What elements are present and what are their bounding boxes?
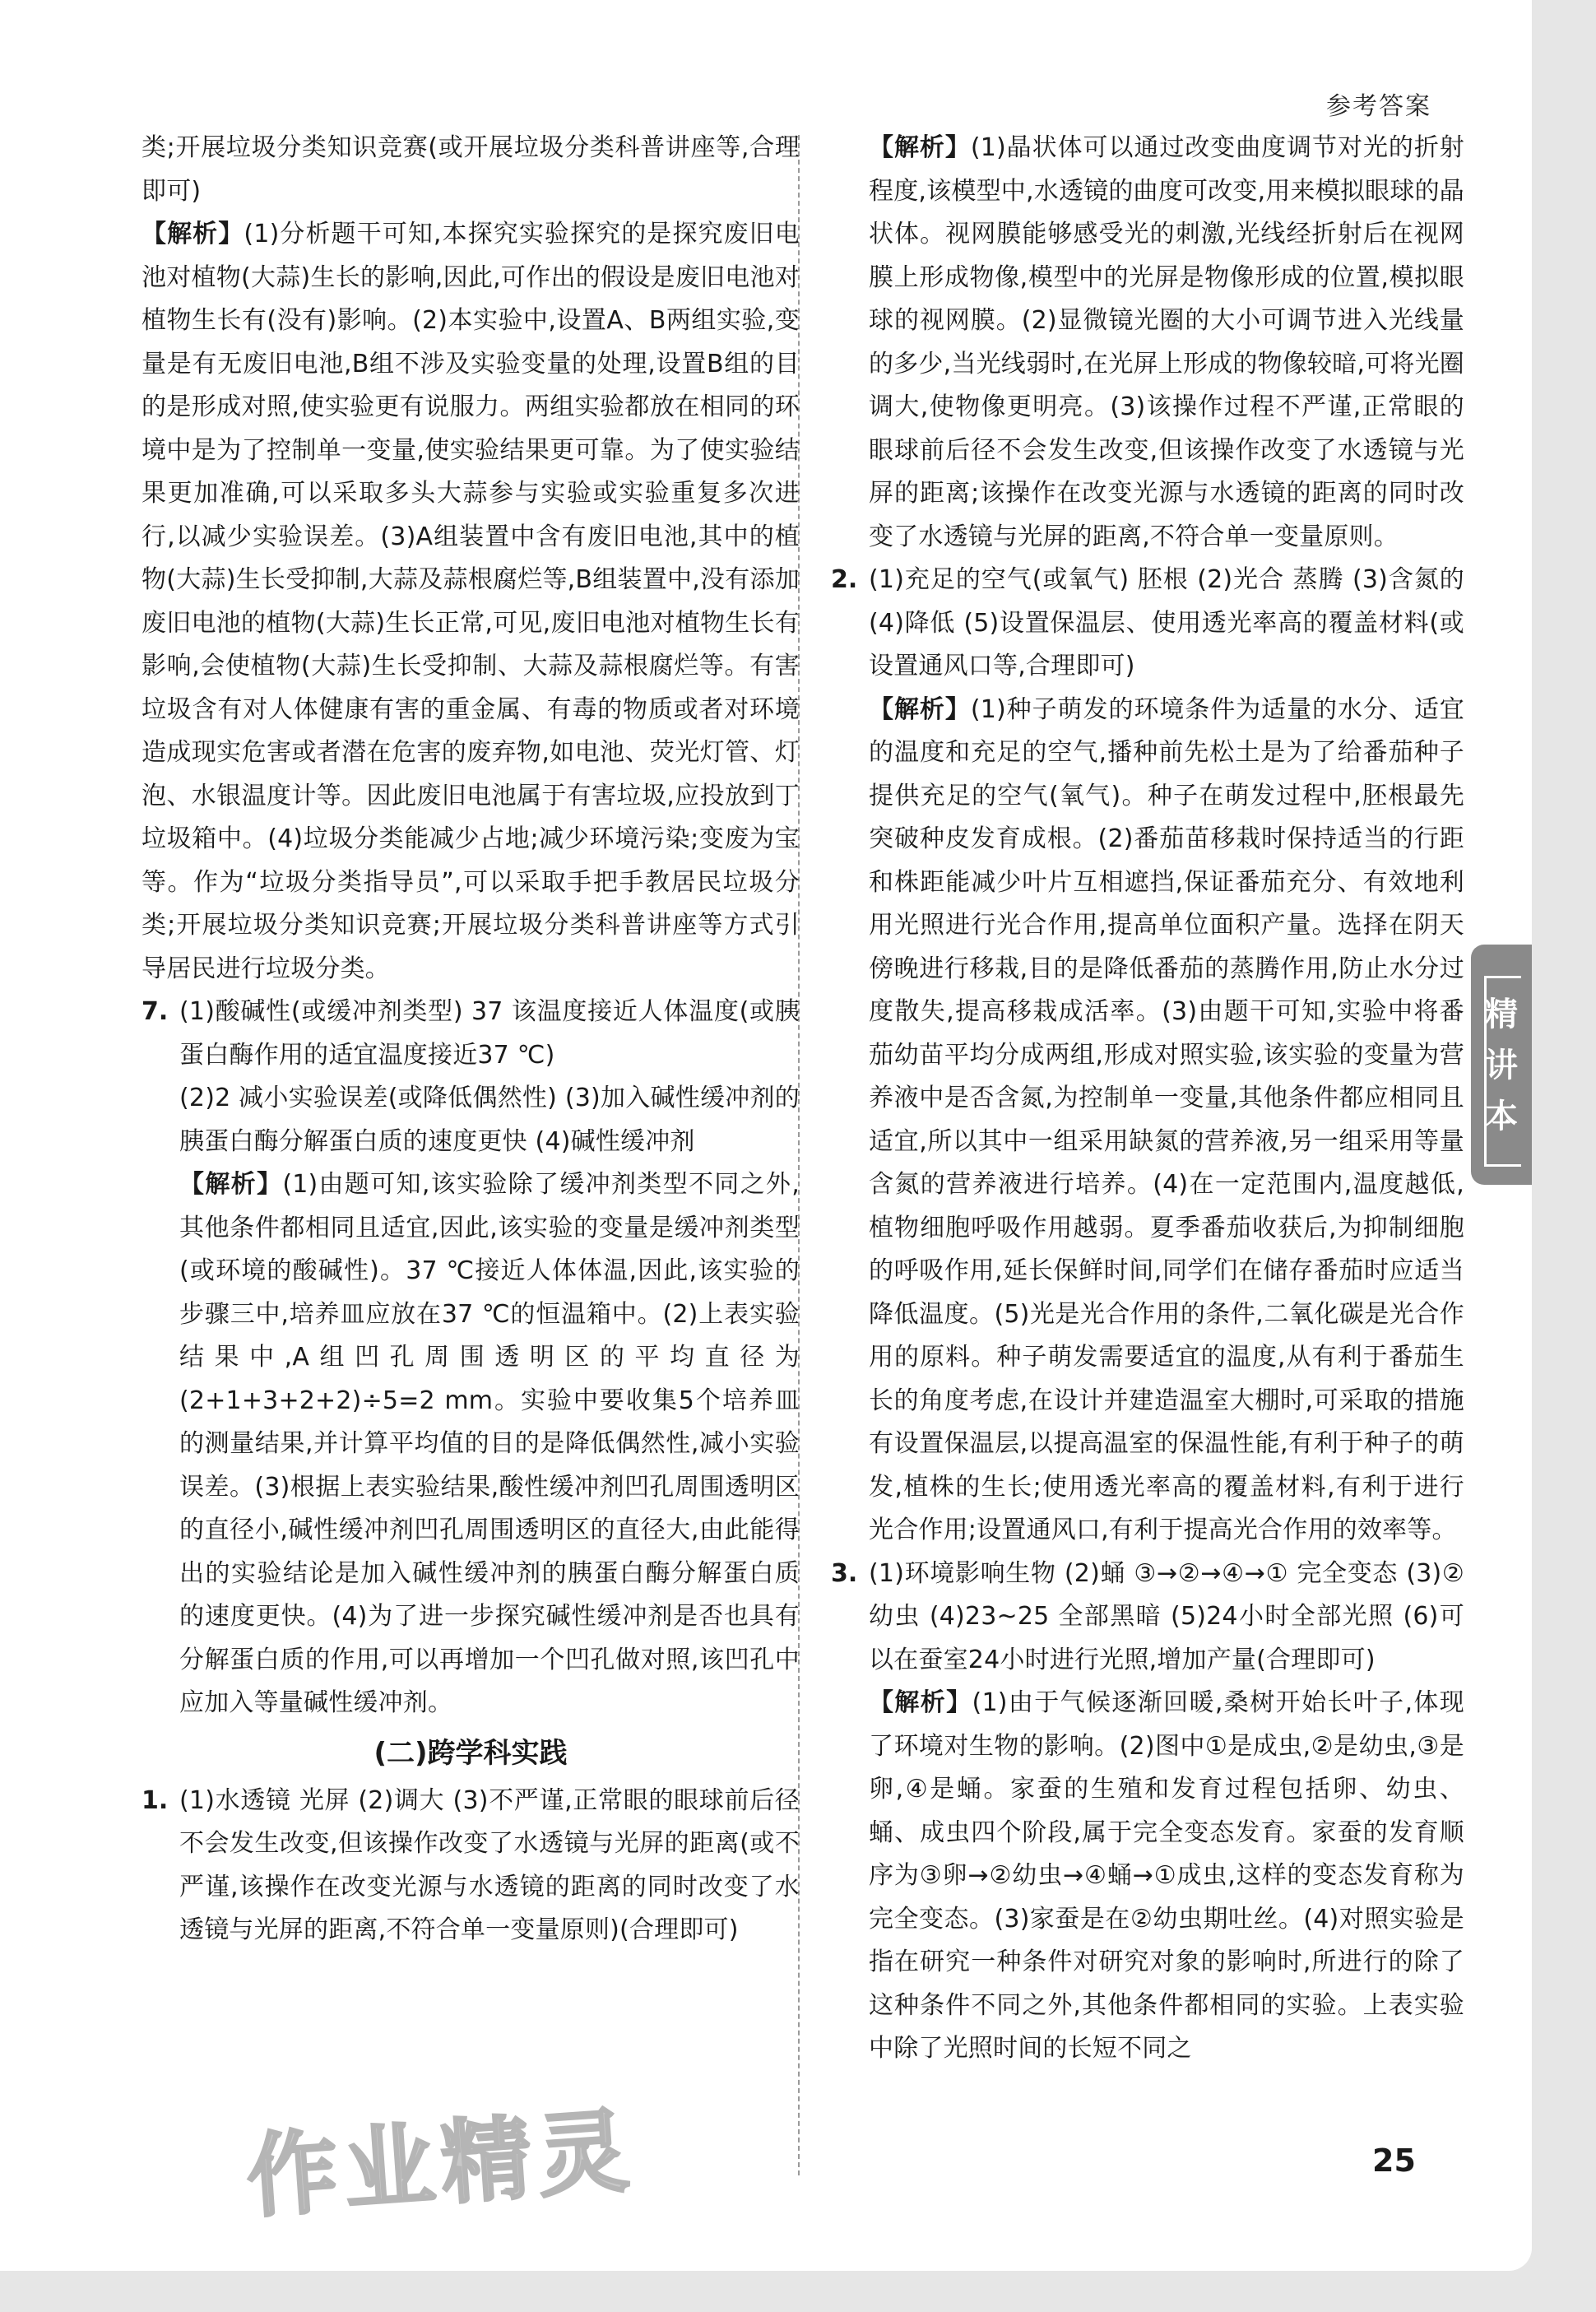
- explanation-q1: [831, 127, 1464, 559]
- explanation-text: (1)由题可知,该实验除了缓冲剂类型不同之外,其他条件都相同且适宜,因此,该实验的变量是缓冲剂类型(或环境的酸碱性)。37 ℃接近人体体温,因此,该实验的步骤三中,培养皿应放在37 ℃的恒温箱中。(2)上表实验结果中,A组凹孔周围透明区的平均直径为(2+1+3+2+2)÷5=2 mm。实验中要收集5个培养皿的测量结果,并计算平均值的目的是降低偶然性,减小实验误差。(3)根据上表实验结果,酸性缓冲剂凹孔周围透明区的直径小,碱性缓冲剂凹孔周围透明区的直径大,由此能得出的实验结论是加入碱性缓冲剂的胰蛋白酶分解蛋白质的速度更快。(4)为了进一步探究碱性缓冲剂是否也具有分解蛋白质的作用,可以再增加一个凹孔做对照,该凹孔中应加入等量碱性缓冲剂。: [179, 1170, 800, 1717]
- side-tab-label: 精 讲 本: [1485, 996, 1518, 1135]
- side-tab: [1471, 945, 1532, 1185]
- question-number: 1.: [142, 1785, 169, 1815]
- explanation-tag: 【解析】: [179, 1170, 283, 1199]
- answer-q2: [831, 559, 1464, 1553]
- section-title: (二)跨学科实践: [373, 1736, 568, 1770]
- explanation-tag: 【解析】: [869, 133, 971, 162]
- explanation-q3: [869, 1682, 1464, 2071]
- explanation-text: (1)晶状体可以通过改变曲度调节对光的折射程度,该模型中,水透镜的曲度可改变,用来模拟眼球的晶状体。视网膜能够感受光的刺激,光线经折射后在视网膜上形成物像,模型中的光屏是物像形成的位置,模拟眼球的视网膜。(2)显微镜光圈的大小可调节进入光线量的多少,当光线弱时,在光屏上形成的物像较暗,可将光圈调大,使物像更明亮。(3)该操作过程不严谨,正常眼的眼球前后径不会发生改变,但该操作改变了水透镜与光屏的距离;该操作在改变光源与水透镜的距离的同时改变了水透镜与光屏的距离,不符合单一变量原则。: [869, 133, 1464, 551]
- explanation-tag: 【解析】: [869, 1688, 972, 1717]
- question-number: 2.: [831, 565, 858, 594]
- watermark: 作业精灵: [244, 2097, 638, 2231]
- right-column: [831, 127, 1464, 2071]
- explanation-text: (1)分析题干可知,本探究实验探究的是探究废旧电池对植物(大蒜)生长的影响,因此,可作出的假设是废旧电池对植物生长有(没有)影响。(2)本实验中,设置A、B两组实验,变量是有无废旧电池,B组不涉及实验变量的处理,设置B组的目的是形成对照,使实验更有说服力。两组实验都放在相同的环境中是为了控制单一变量,使实验结果更可靠。为了使实验结果更加准确,可以采取多头大蒜参与实验或实验重复多次进行,以减少实验误差。(3)A组装置中含有废旧电池,其中的植物(大蒜)生长受抑制,大蒜及蒜根腐烂等,B组装置中,没有添加废旧电池的植物(大蒜)生长正常,可见,废旧电池对植物生长有影响,会使植物(大蒜)生长受抑制、大蒜及蒜根腐烂等。有害垃圾含有对人体健康有害的重金属、有毒的物质或者对环境造成现实危害或者潜在危害的废弃物,如电池、荧光灯管、灯泡、水银温度计等。因此废旧电池属于有害垃圾,应投放到丁垃圾箱中。(4)垃圾分类能减少占地;减少环境污染;变废为宝等。作为“垃圾分类指导员”,可以采取手把手教居民垃圾分类;开展垃圾分类知识竞赛;开展垃圾分类科普讲座等方式引导居民进行垃圾分类。: [142, 220, 800, 983]
- explanation-q2: [869, 689, 1464, 1553]
- page-number: 25: [1372, 2143, 1416, 2179]
- explanation-tag: 【解析】: [142, 220, 244, 248]
- answer-text: (1)环境影响生物 (2)蛹 ③→②→④→① 完全变态 (3)②幼虫 (4)23~25 全部黑暗 (5)24小时全部光照 (6)可以在蚕室24小时进行光照,增加产量(合理即可): [869, 1558, 1464, 1674]
- explanation-text: (1)由于气候逐渐回暖,桑树开始长叶子,体现了环境对生物的影响。(2)图中①是成虫,②是幼虫,③是卵,④是蛹。家蚕的生殖和发育过程包括卵、幼虫、蛹、成虫四个阶段,属于完全变态发育。家蚕的发育顺序为③卵→②幼虫→④蛹→①成虫,这样的变态发育称为完全变态。(3)家蚕是在②幼虫期吐丝。(4)对照实验是指在研究一种条件对研究对象的影响时,所进行的除了这种条件不同之外,其他条件都相同的实验。上表实验中除了光照时间的长短不同之: [869, 1688, 1464, 2063]
- answer-q7: [142, 991, 800, 1725]
- answer-text: (1)酸碱性(或缓冲剂类型) 37 该温度接近人体温度(或胰蛋白酶作用的适宜温度接近37 ℃): [179, 997, 800, 1070]
- answer-text: (1)充足的空气(或氧气) 胚根 (2)光合 蒸腾 (3)含氮的 (4)降低 (5)设置保温层、使用透光率高的覆盖材料(或设置通风口等,合理即可): [869, 565, 1464, 680]
- question-number: 7.: [142, 997, 169, 1026]
- left-column: [142, 127, 800, 1952]
- answer-text: (1)水透镜 光屏 (2)调大 (3)不严谨,正常眼的眼球前后径不会发生改变,但该操作改变了水透镜与光屏的距离(或不严谨,该操作在改变光源与水透镜的距离的同时改变了水透镜与光屏的距离,不符合单一变量原则)(合理即可): [179, 1785, 800, 1944]
- answer-q1: [142, 1780, 800, 1952]
- answer-q3: [831, 1553, 1464, 2071]
- explanation-text: (1)种子萌发的环境条件为适量的水分、适宜的温度和充足的空气,播种前先松土是为了给番茄种子提供充足的空气(氧气)。种子在萌发过程中,胚根最先突破种皮发育成根。(2)番茄苗移栽时保持适当的行距和株距能减少叶片互相遮挡,保证番茄充分、有效地利用光照进行光合作用,提高单位面积产量。选择在阴天傍晚进行移栽,目的是降低番茄的蒸腾作用,防止水分过度散失,提高移栽成活率。(3)由题干可知,实验中将番茄幼苗平均分成两组,形成对照实验,该实验的变量为营养液中是否含氮,为控制单一变量,其他条件都应相同且适宜,所以其中一组采用缺氮的营养液,另一组采用等量含氮的营养液进行培养。(4)在一定范围内,温度越低,植物细胞呼吸作用越弱。夏季番茄收获后,为抑制细胞的呼吸作用,延长保鲜时间,同学们在储存番茄时应适当降低温度。(5)光是光合作用的条件,二氧化碳是光合作用的原料。种子萌发需要适宜的温度,从有利于番茄生长的角度考虑,在设计并建造温室大棚时,可采取的措施有设置保温层,以提高温室的保温性能,有利于种子的萌发,植株的生长;使用透光率高的覆盖材料,有利于进行光合作用;设置通风口,有利于提高光合作用的效率等。: [869, 694, 1464, 1544]
- explanation-tag: 【解析】: [869, 694, 971, 724]
- answer-text: (2)2 减小实验误差(或降低偶然性) (3)加入碱性缓冲剂的胰蛋白酶分解蛋白质的速度更快 (4)碱性缓冲剂: [179, 1084, 800, 1156]
- continued-answer: 类;开展垃圾分类知识竞赛(或开展垃圾分类科普讲座等,合理即可): [142, 133, 800, 206]
- explanation-q6: [142, 213, 800, 991]
- header-label: 参考答案: [1326, 92, 1431, 121]
- question-number: 3.: [831, 1558, 858, 1588]
- explanation-q7: [179, 1163, 800, 1725]
